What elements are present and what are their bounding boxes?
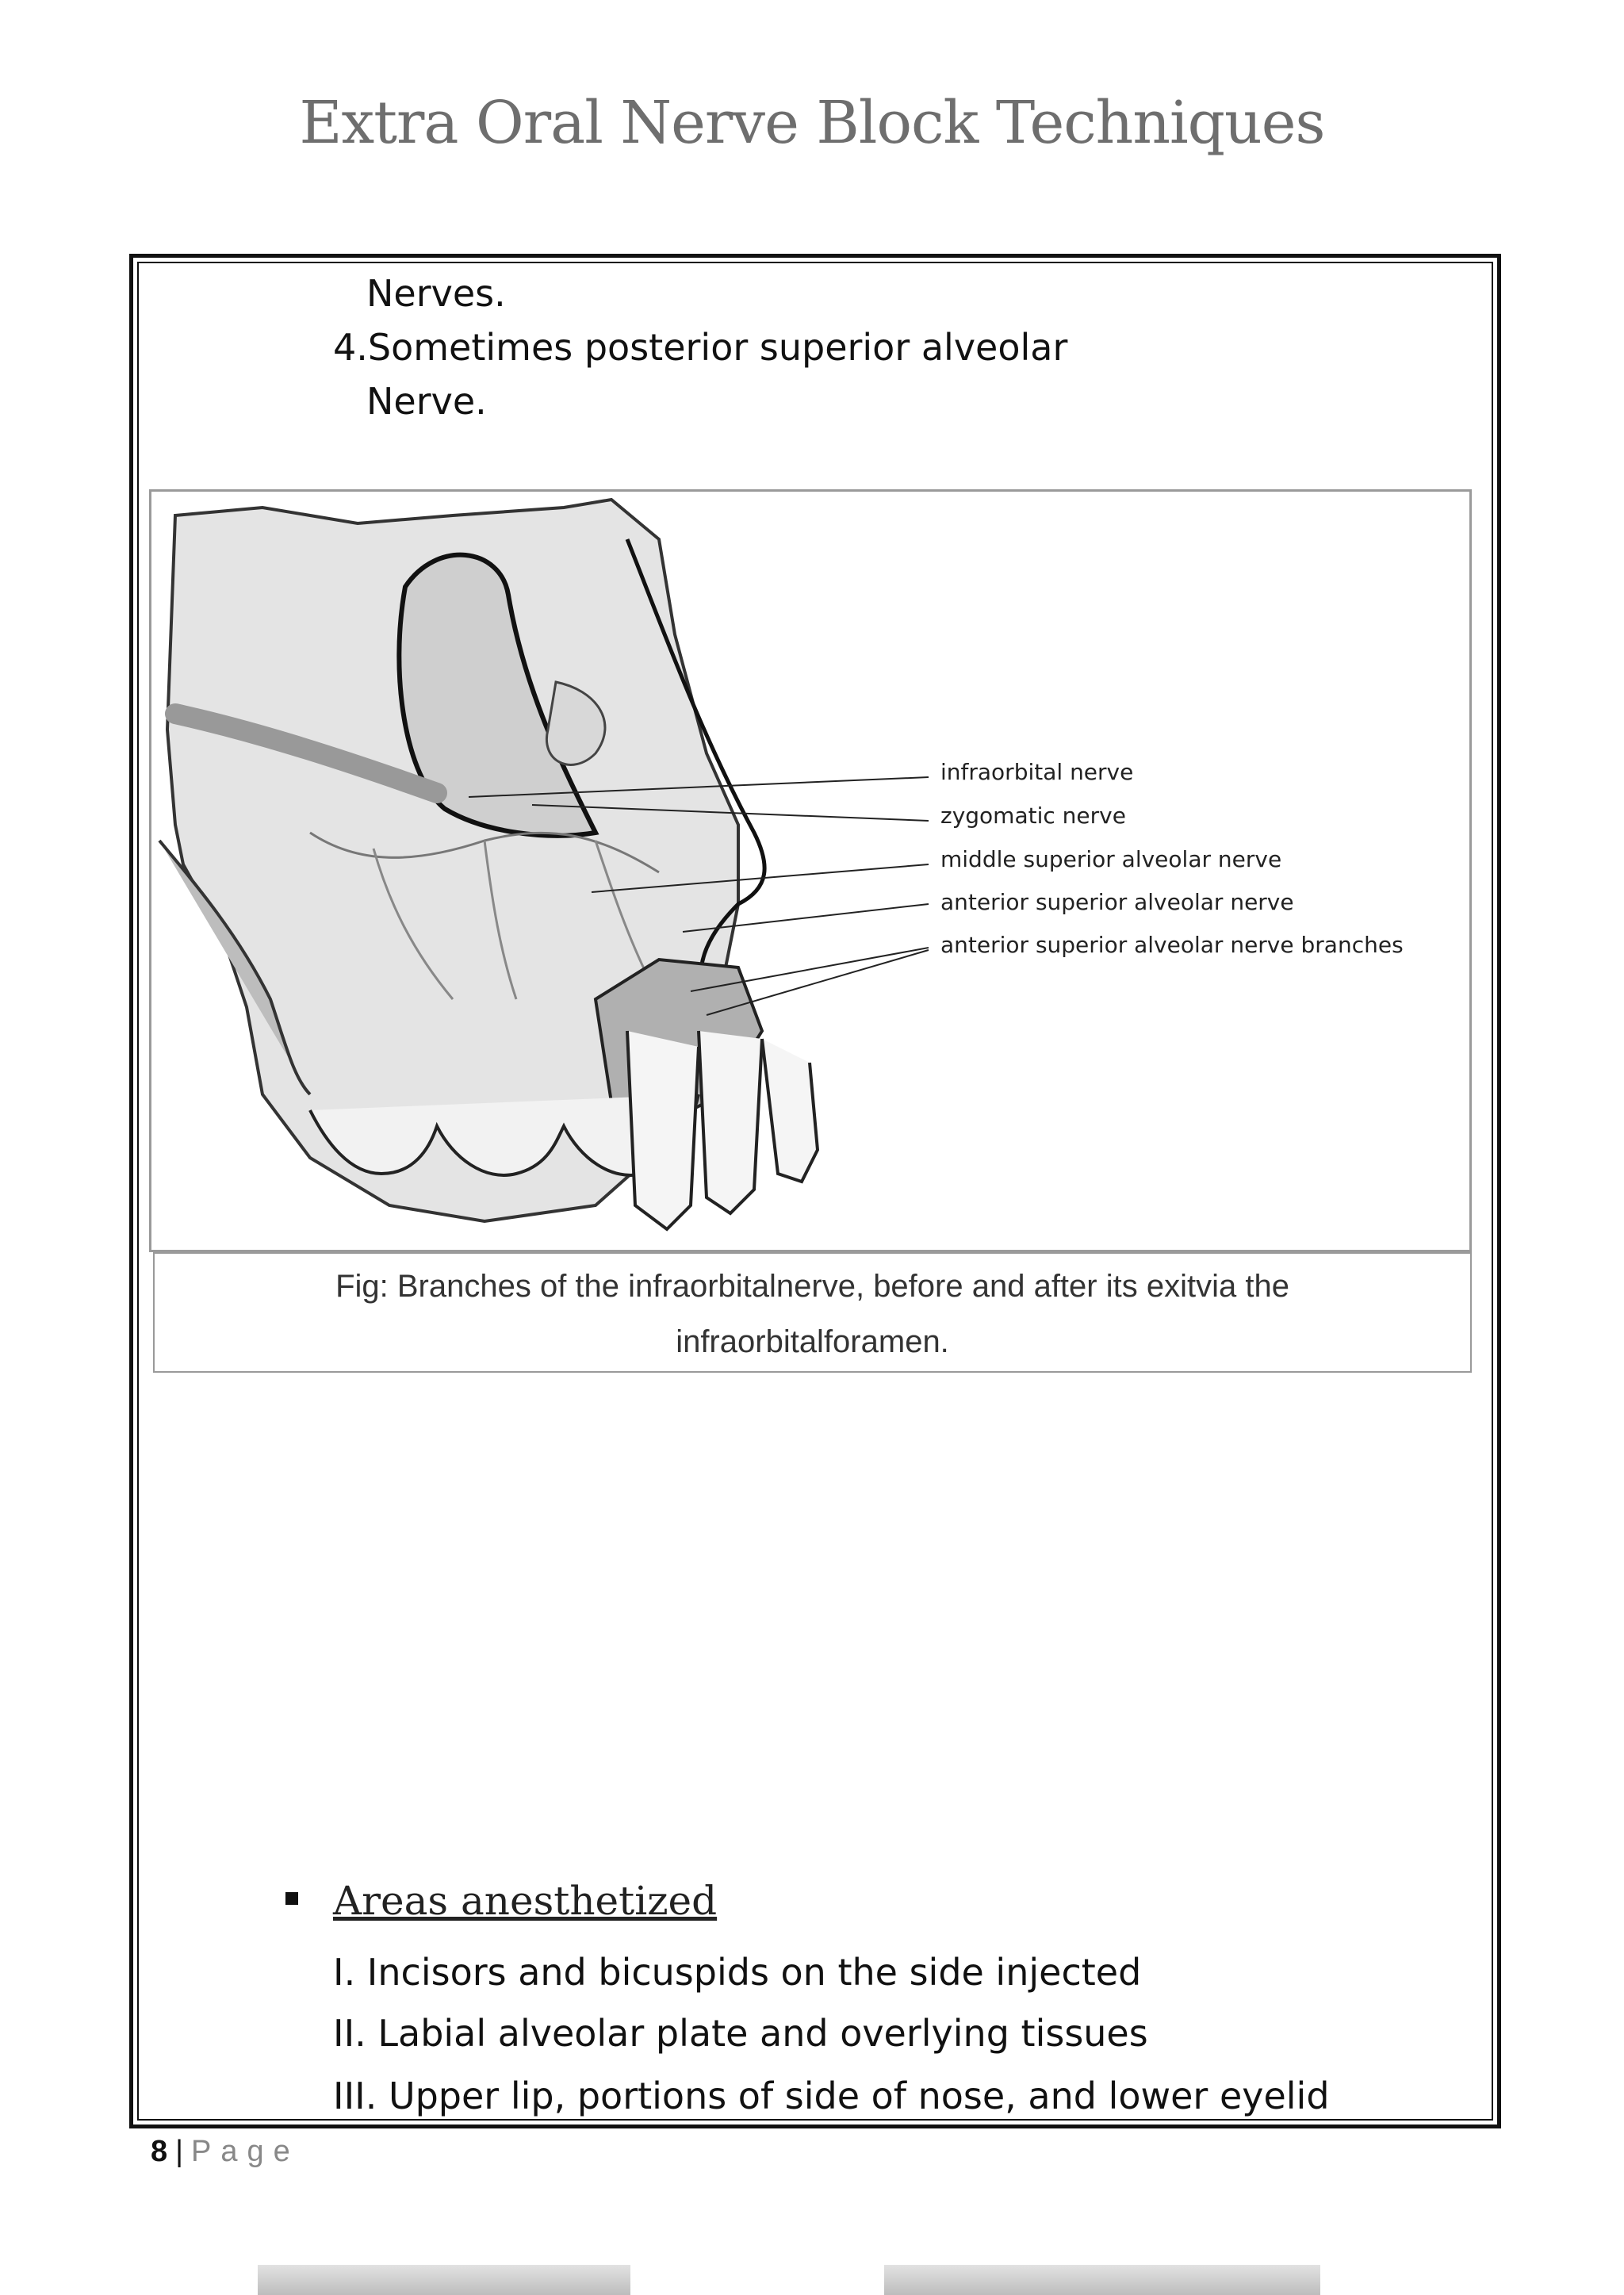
intro-line-2: 4.Sometimes posterior superior alveolar — [333, 326, 1068, 369]
anatomy-figure — [149, 489, 1472, 1252]
skull-nerve-illustration — [151, 492, 1474, 1255]
list-item-2: II. Labial alveolar plate and overlying tissues — [333, 2012, 1148, 2055]
caption-line-1: Fig: Branches of the infraorbitalnerve, before and after its exitvia the — [335, 1269, 1289, 1304]
intro-line-1: Nerves. — [366, 272, 506, 315]
section-heading: Areas anesthetized — [333, 1878, 718, 1924]
caption-line-2: infraorbitalforamen. — [676, 1324, 949, 1359]
bullet-square — [285, 1892, 298, 1905]
next-page-image-right — [884, 2265, 1320, 2295]
page-number: 8 — [151, 2135, 168, 2168]
footer-separator: | — [175, 2135, 184, 2168]
next-page-image-left — [258, 2265, 630, 2295]
list-item-3: III. Upper lip, portions of side of nose, and lower eyelid — [333, 2075, 1330, 2117]
page-footer — [151, 2135, 300, 2169]
page-label: Page — [191, 2135, 300, 2168]
label-anterior-superior-alveolar-branches: anterior superior alveolar nerve branches — [940, 932, 1404, 958]
intro-line-3: Nerve. — [366, 380, 487, 423]
document-title: Extra Oral Nerve Block Techniques — [299, 89, 1325, 157]
list-item-1: I. Incisors and bicuspids on the side injected — [333, 1951, 1142, 1994]
label-infraorbital-nerve: infraorbital nerve — [940, 759, 1134, 785]
label-anterior-superior-alveolar: anterior superior alveolar nerve — [940, 889, 1294, 915]
label-middle-superior-alveolar: middle superior alveolar nerve — [940, 846, 1282, 872]
figure-caption — [153, 1252, 1472, 1373]
label-zygomatic-nerve: zygomatic nerve — [940, 803, 1126, 829]
